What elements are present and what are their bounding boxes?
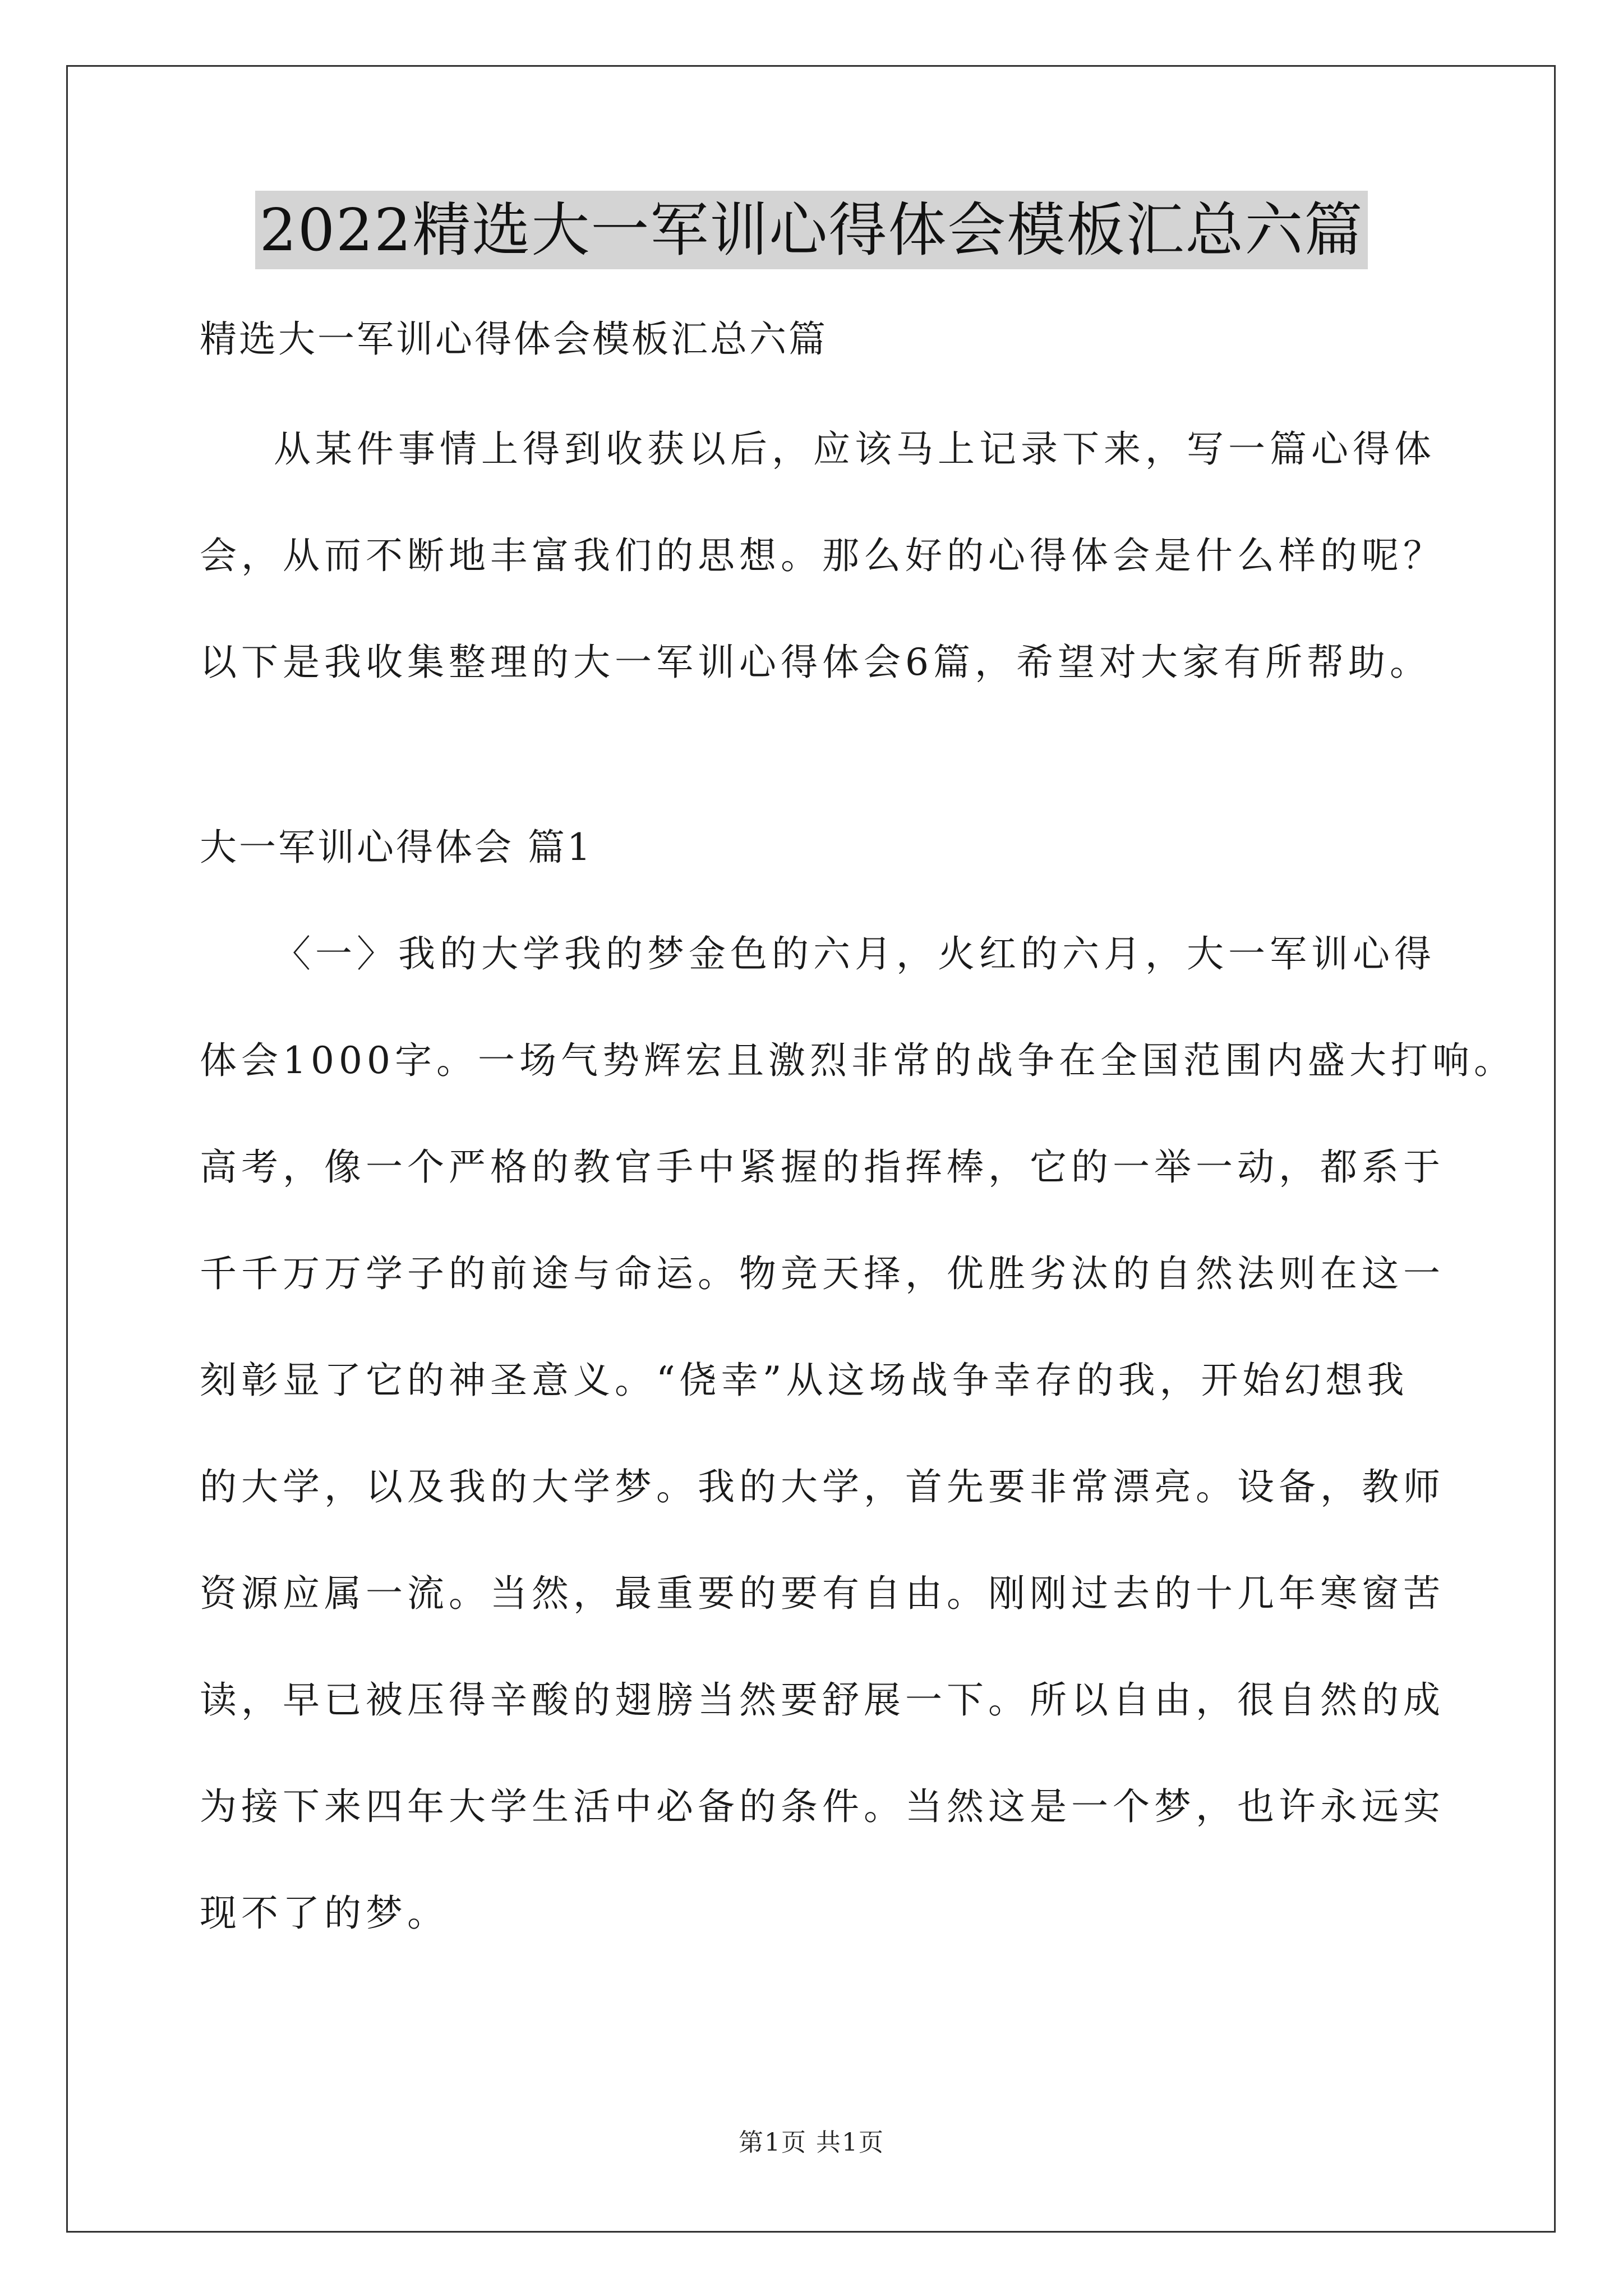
- section-heading: 大一军训心得体会 篇1: [200, 826, 593, 869]
- intro-line: 会，从而不断地丰富我们的思想。那么好的心得体会是什么样的呢？: [200, 534, 1445, 577]
- body-line: 资源应属一流。当然，最重要的要有自由。刚刚过去的十几年寒窗苦: [200, 1572, 1445, 1615]
- body-line: 的大学，以及我的大学梦。我的大学，首先要非常漂亮。设备，教师: [200, 1465, 1445, 1508]
- body-line: 为接下来四年大学生活中必备的条件。当然这是一个梦，也许永远实: [200, 1785, 1445, 1828]
- body-line: 千千万万学子的前途与命运。物竞天择，优胜劣汰的自然法则在这一: [200, 1252, 1445, 1295]
- intro-line: 从某件事情上得到收获以后，应该马上记录下来，写一篇心得体: [274, 427, 1436, 471]
- body-line: 高考，像一个严格的教官手中紧握的指挥棒，它的一举一动，都系于: [200, 1145, 1445, 1189]
- section-paragraph: [200, 901, 1515, 1967]
- body-line: 〈一〉我的大学我的梦金色的六月，火红的六月，大一军训心得: [274, 932, 1436, 976]
- body-line: 刻彰显了它的神圣意义。“侥幸”从这场战争幸存的我，开始幻想我: [200, 1359, 1409, 1402]
- body-line: 现不了的梦。: [200, 1892, 449, 1935]
- document-body: [200, 303, 1515, 1967]
- intro-line: 以下是我收集整理的大一军训心得体会6篇，希望对大家有所帮助。: [200, 641, 1431, 684]
- page-footer: 第1页 共1页: [739, 2128, 884, 2157]
- body-line: 体会1000字。一场气势辉宏且激烈非常的战争在全国范围内盛大打响。: [200, 1039, 1515, 1082]
- document-subtitle: 精选大一军训心得体会模板汇总六篇: [200, 318, 828, 361]
- body-line: 读，早已被压得辛酸的翅膀当然要舒展一下。所以自由，很自然的成: [200, 1678, 1445, 1722]
- document-title: 2022精选大一军训心得体会模板汇总六篇: [255, 191, 1368, 269]
- intro-paragraph: [200, 396, 1445, 716]
- title-container: [0, 191, 1623, 269]
